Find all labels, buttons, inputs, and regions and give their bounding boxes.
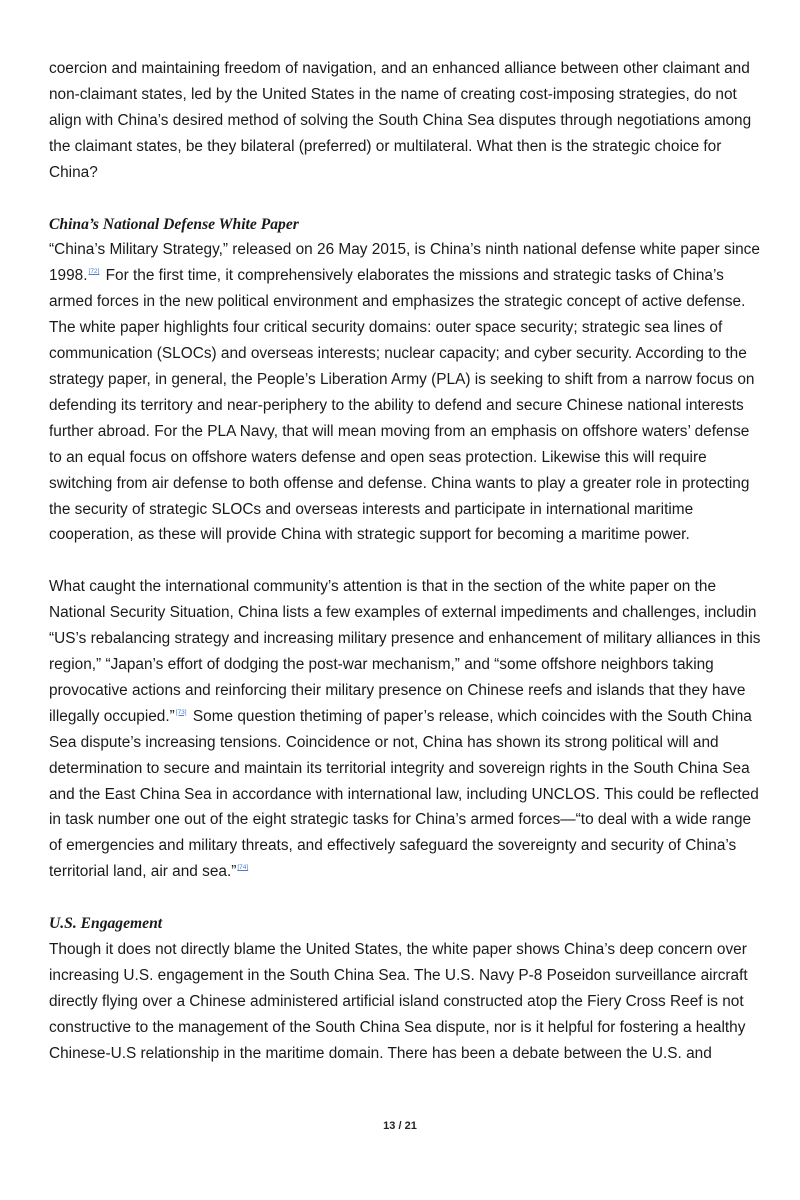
paragraph-intro: coercion and maintaining freedom of navigation, and an enhanced alliance between other claimant and non-claimant states, led by the United States in the name of creating cost-imposing strategies, do not align with China’s desired method of solving the South China Sea disputes through negotiations among the claimant states, be they bilateral (preferred) or multilateral. What then is the strategic choice for China? [49, 60, 752, 181]
footnote-link-74[interactable]: [74] [237, 864, 249, 872]
section-heading-white-paper: China’s National Defense White Paper [49, 215, 299, 233]
paragraph-white-paper-text-rest: For the first time, it comprehensively elaborates the missions and strategic tasks of China’s armed forces in the new political environment and emphasizes the strategic concept of active defense. The white paper highlights four critical security domains: outer space security; strategic sea lines of communication (SLOCs) and overseas interests; nuclear capacity; and cyber security. According to the strategy paper, in general, the People’s Liberation Army (PLA) is seeking to shift from a narrow focus on defending its territory and near-periphery to the ability to defend and secure Chinese national interests further abroad. For the PLA Navy, that will mean moving from an emphasis on offshore waters’ defense to an equal focus on offshore waters defense and open seas protection. Likewise this will require switching from air defense to both offense and defense. China wants to play a greater role in protecting the security of strategic SLOCs and overseas interests and participate in international maritime cooperation, as these will provide China with strategic support for becoming a maritime power. [49, 267, 755, 544]
paragraph-us-engagement: Though it does not directly blame the United States, the white paper shows China’s deep concern over increasing U.S. engagement in the South China Sea. The U.S. Navy P-8 Poseidon surveillance aircraft directly flying over a Chinese administered artificial island constructed atop the Fiery Cross Reef is not constructive to the management of the South China Sea dispute, nor is it helpful for fostering a healthy Chinese-U.S relationship in the maritime domain. There has been a debate between the U.S. and [49, 941, 748, 1062]
paragraph-white-paper [49, 237, 761, 548]
paragraph-attention-text-middle: Some question thetiming of paper’s release, which coincides with the South China Sea dispute’s increasing tensions. Coincidence or not, China has shown its strong political will and determination to secure and maintain its territorial integrity and sovereign rights in the South China Sea and the East China Sea in accordance with international law, including UNCLOS. This could be reflected in task number one out of the eight strategic tasks for China’s armed forces—“to deal with a wide range of emergencies and military threats, and effectively safeguard the sovereignty and security of China’s territorial land, air and sea.” [49, 707, 759, 881]
footnote-link-73[interactable]: [73] [175, 708, 187, 716]
paragraph-white-paper-text-start: “China’s Military Strategy,” released on 26 May 2015, is China’s ninth national defense white paper since 1998. [49, 241, 760, 285]
page-content [49, 56, 770, 1067]
footnote-link-72[interactable]: [72] [88, 268, 100, 276]
section-heading-us-engagement: U.S. Engagement [49, 915, 163, 933]
paragraph-spacer [49, 548, 761, 574]
page-number: 13 / 21 [383, 1120, 417, 1132]
paragraph-international-attention [49, 574, 770, 885]
paragraph-spacer [49, 186, 761, 212]
paragraph-attention-text-start: What caught the international community’s attention is that in the section of the white paper on the National Security Situation, China lists a few examples of external impediments and challenges, includin “US’s rebalancing strategy and increasing military presence and enhancement of military alliances in this region,” “Japan’s effort of dodging the post-war mechanism,” and “some offshore neighbors taking provocative actions and reinforcing their military presence on Chinese reefs and islands that they have illegally occupied.” [49, 578, 770, 725]
paragraph-spacer [49, 885, 761, 911]
